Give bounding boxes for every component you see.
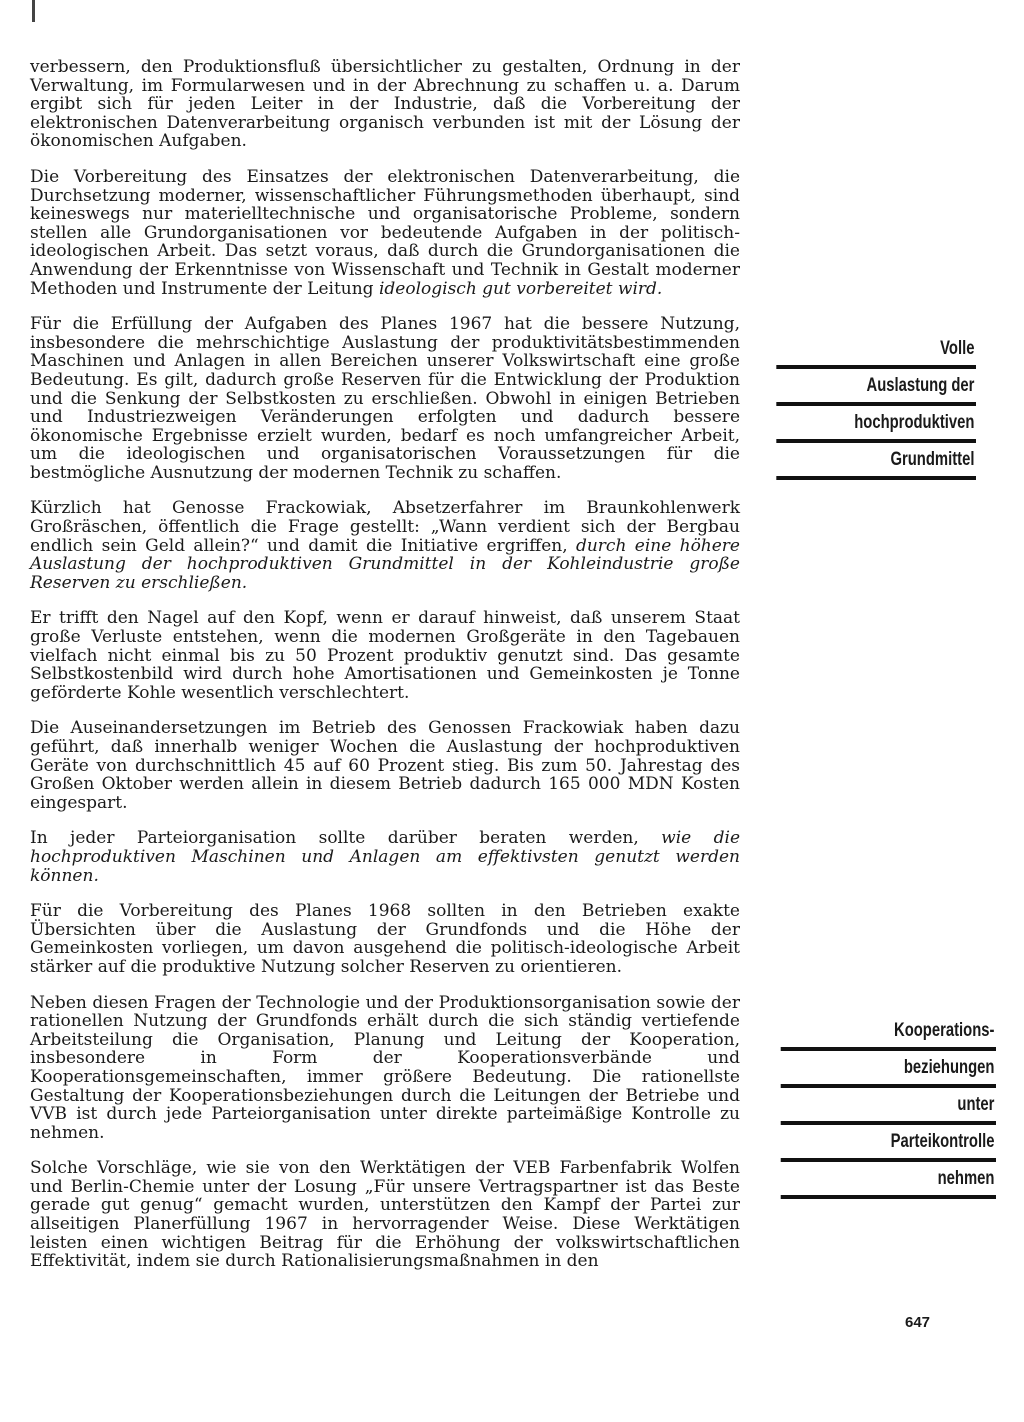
paragraph: In jeder Parteiorganisation sollte darüber beraten werden, wie die hochproduktiven Maschinen und Anlagen am effektivsten genutzt werden können. [30,828,740,886]
paragraph: Kürzlich hat Genosse Frackowiak, Absetzerfahrer im Braunkohlenwerk Großräschen, öffentlich die Frage gestellt: „Wann verdient sich der Bergbau endlich sein Geld allein?“ und damit die Initiative ergriffen, durch eine höhere Auslastung der hochproduktiven Grundmittel in der Kohleindustrie große Reserven zu erschließen. [30,498,740,593]
paragraph: Solche Vorschläge, wie sie von den Werktätigen der VEB Farbenfabrik Wolfen und Berlin-Chemie unter der Losung „Für unsere Vertragspartner ist das Beste gerade gut genug“ gemacht wurden, unterstützen den Kampf der Partei zur allseitigen Planerfüllung 1967 in hervorragender Weise. Diese Werktätigen leisten einen wichtigen Beitrag für die Erhöhung der volkswirtschaftlichen Effektivität, indem sie durch Rationalisierungsmaßnahmen in den [30,1158,740,1272]
paragraph: Er trifft den Nagel auf den Kopf, wenn er darauf hinweist, daß unserem Staat große Verluste entstehen, wenn die modernen Großgeräte in den Tagebauen vielfach nicht einmal bis zu 50 Prozent produktiv genutzt sind. Das gesamte Selbstkostenbild wird durch hohe Amortisationen und Gemeinkosten je Tonne geförderte Kohle wesentlich verschlechtert. [30,608,740,703]
margin-note-line: Grundmittel [776,443,976,480]
page-number: 647 [905,1314,931,1331]
margin-note-line: Auslastung der [776,369,976,406]
paragraph: Die Auseinandersetzungen im Betrieb des Genossen Frackowiak haben dazu geführt, daß innerhalb weniger Wochen die Auslastung der hochproduktiven Geräte von durchschnittlich 45 auf 60 Prozent stieg. Bis zum 50. Jahrestag des Großen Oktober werden allein in diesem Betrieb dadurch 165 000 MDN Kosten eingespart. [30,718,740,813]
margin-note-line: hochproduktiven [776,406,976,443]
scan-mark [32,0,35,22]
body-text [30,58,740,1288]
paragraph: Für die Erfüllung der Aufgaben des Planes 1967 hat die bessere Nutzung, insbesondere die mehrschichtige Auslastung der produktivitätsbestimmenden Maschinen und Anlagen in allen Bereichen unserer Volkswirtschaft eine große Bedeutung. Es gilt, dadurch große Reserven für die Entwicklung der Produktion und die Senkung der Selbstkosten zu erschließen. Obwohl in einigen Betrieben und Industriezweigen Veränderungen erfolgten und dadurch bessere ökonomische Ergebnisse erzielt wurden, bedarf es noch umfangreicher Arbeit, um die ideologischen und organisatorischen Voraussetzungen für die bestmögliche Ausnutzung der modernen Technik zu schaffen. [30,314,740,483]
margin-note-line: beziehungen [781,1051,996,1088]
margin-note-line: nehmen [781,1162,996,1199]
paragraph: Neben diesen Fragen der Technologie und der Produktionsorganisation sowie der rationellen Nutzung der Grundfonds erhält durch die sich ständig vertiefende Arbeitsteilung die Organisation, Planung und Leitung der Kooperation, insbesondere in Form der Kooperationsverbände und Kooperationsgemeinschaften, immer größere Bedeutung. Die rationellste Gestaltung der Kooperationsbeziehungen durch die Leitungen der Betriebe und VVB ist durch jede Parteiorganisation unter direkte parteimäßige Kontrolle zu nehmen. [30,992,740,1143]
paragraph: Die Vorbereitung des Einsatzes der elektronischen Datenverarbeitung, die Durchsetzung moderner, wissenschaftlicher Führungsmethoden überhaupt, sind keineswegs nur materielltechnische und organisatorische Probleme, sondern stellen alle Grundorganisationen vor bedeutende Aufgaben in der politisch-ideologischen Arbeit. Das setzt voraus, daß durch die Grundorganisationen die Anwendung der Erkenntnisse von Wissenschaft und Technik in Gestalt moderner Methoden und Instrumente der Leitung ideologisch gut vorbereitet wird. [30,166,740,299]
margin-note-cooperation [781,1014,996,1199]
margin-note-full-utilization [776,332,976,480]
paragraph: verbessern, den Produktionsfluß übersichtlicher zu gestalten, Ordnung in der Verwaltung, im Formularwesen und in der Abrechnung zu schaffen u. a. Darum ergibt sich für jeden Leiter in der Industrie, daß die Vorbereitung der elektronischen Datenverarbeitung organisch verbunden ist mit der Lösung der ökonomischen Aufgaben. [30,57,740,152]
margin-note-line: unter [781,1088,996,1125]
paragraph: Für die Vorbereitung des Planes 1968 sollten in den Betrieben exakte Übersichten über die Auslastung der Grundfonds und die Höhe der Gemeinkosten vorliegen, um davon ausgehend die politisch-ideologische Arbeit stärker auf die produktive Nutzung solcher Reserven zu orientieren. [30,901,740,977]
margin-note-line: Parteikontrolle [781,1125,996,1162]
margin-note-line: Kooperations- [781,1014,996,1051]
margin-note-line: Volle [776,332,976,369]
